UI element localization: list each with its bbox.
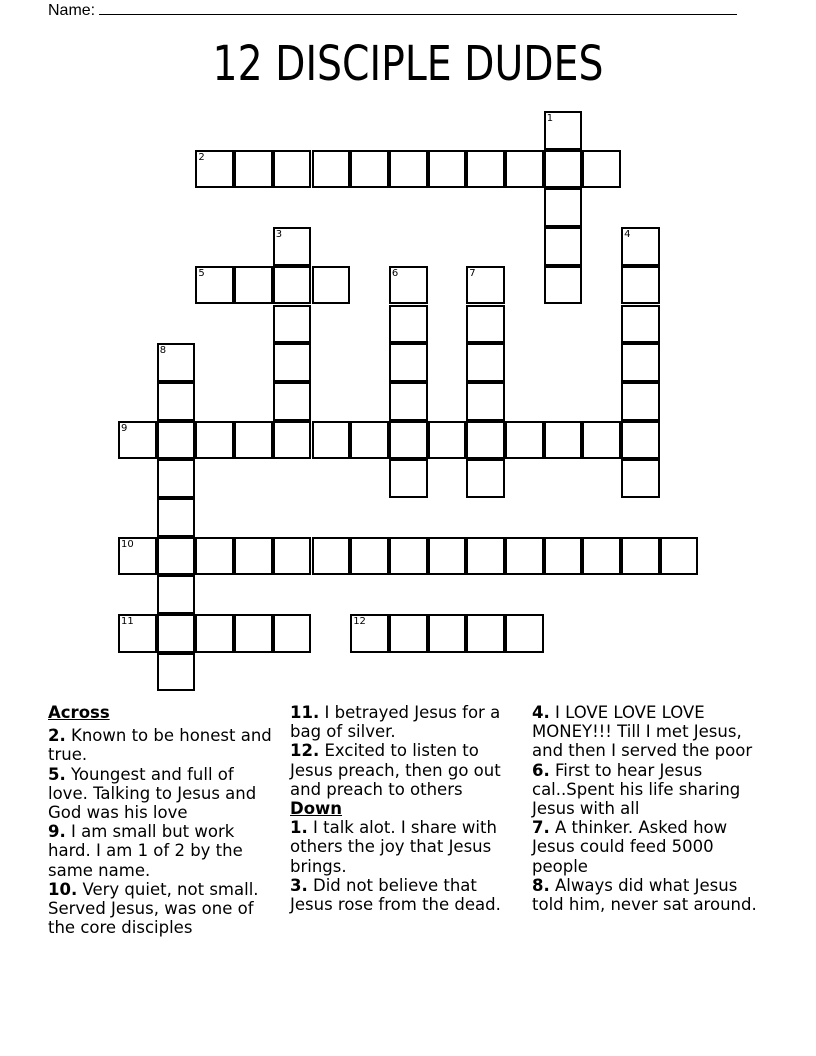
- grid-cell[interactable]: [118, 537, 157, 576]
- grid-cell[interactable]: [389, 382, 428, 421]
- grid-cell[interactable]: [544, 150, 583, 189]
- cell-number: 2: [198, 151, 205, 163]
- cell-number: 12: [353, 616, 366, 628]
- grid-cell[interactable]: [621, 227, 660, 266]
- clue-column-1: [48, 703, 276, 937]
- clue-down-7: [532, 818, 760, 876]
- clue-text: I am small but work hard. I am 1 of 2 by the same name.: [48, 822, 243, 880]
- grid-cell[interactable]: [466, 537, 505, 576]
- cell-number: 7: [469, 267, 476, 279]
- clue-text: I betrayed Jesus for a bag of silver.: [290, 703, 501, 742]
- clue-column-3: [532, 703, 760, 914]
- grid-cell[interactable]: [621, 343, 660, 382]
- grid-cell[interactable]: [195, 421, 234, 460]
- grid-cell[interactable]: [273, 150, 312, 189]
- grid-cell[interactable]: [428, 150, 467, 189]
- grid-cell[interactable]: [544, 421, 583, 460]
- grid-cell[interactable]: [505, 537, 544, 576]
- grid-cell[interactable]: [234, 421, 273, 460]
- grid-cell[interactable]: [157, 614, 196, 653]
- grid-cell[interactable]: [582, 150, 621, 189]
- grid-cell[interactable]: [273, 305, 312, 344]
- grid-cell[interactable]: [544, 537, 583, 576]
- clue-down-3: [290, 876, 518, 914]
- grid-cell[interactable]: [312, 421, 351, 460]
- grid-cell[interactable]: [544, 227, 583, 266]
- grid-cell[interactable]: [157, 537, 196, 576]
- clue-text: Very quiet, not small. Served Jesus, was one of the core disciples: [48, 879, 259, 938]
- clue-down-8: [532, 876, 760, 914]
- grid-cell[interactable]: [466, 343, 505, 382]
- grid-cell[interactable]: [157, 343, 196, 382]
- grid-cell[interactable]: [157, 459, 196, 498]
- grid-cell[interactable]: [582, 537, 621, 576]
- grid-cell[interactable]: [157, 382, 196, 421]
- grid-cell[interactable]: [621, 537, 660, 576]
- grid-cell[interactable]: [621, 305, 660, 344]
- grid-cell[interactable]: [157, 653, 196, 692]
- grid-cell[interactable]: [428, 421, 467, 460]
- clue-across-11: [290, 703, 518, 741]
- clue-number: 8.: [532, 875, 550, 895]
- cell-number: 11: [121, 616, 134, 628]
- grid-cell[interactable]: [466, 266, 505, 305]
- grid-cell[interactable]: [389, 614, 428, 653]
- grid-cell[interactable]: [312, 537, 351, 576]
- grid-cell[interactable]: [273, 266, 312, 305]
- grid-cell[interactable]: [428, 537, 467, 576]
- clue-text: Youngest and full of love. Talking to Jesus and God was his love: [48, 764, 257, 823]
- cell-number: 8: [159, 345, 167, 357]
- cell-number: 5: [198, 267, 205, 279]
- clue-number: 5.: [48, 764, 66, 784]
- cell-number: 10: [121, 538, 134, 550]
- grid-cell[interactable]: [389, 266, 428, 305]
- grid-cell[interactable]: [312, 150, 351, 189]
- grid-cell[interactable]: [195, 150, 234, 189]
- cell-number: 4: [624, 229, 631, 241]
- grid-cell[interactable]: [428, 614, 467, 653]
- grid-cell[interactable]: [234, 614, 273, 653]
- grid-cell[interactable]: [234, 150, 273, 189]
- grid-cell[interactable]: [389, 537, 428, 576]
- down-heading: Down: [290, 799, 343, 819]
- grid-cell[interactable]: [389, 459, 428, 498]
- grid-cell[interactable]: [544, 111, 583, 150]
- grid-cell[interactable]: [621, 459, 660, 498]
- grid-cell[interactable]: [466, 305, 505, 344]
- grid-cell[interactable]: [660, 537, 699, 576]
- grid-cell[interactable]: [389, 343, 428, 382]
- grid-cell[interactable]: [118, 421, 157, 460]
- clue-number: 4.: [532, 703, 550, 722]
- cell-number: 1: [546, 113, 554, 124]
- grid-cell[interactable]: [350, 614, 389, 653]
- grid-cell[interactable]: [350, 150, 389, 189]
- grid-cell[interactable]: [466, 150, 505, 189]
- cell-number: 3: [275, 229, 283, 241]
- clue-across-2: [48, 726, 276, 764]
- grid-cell[interactable]: [621, 266, 660, 305]
- grid-cell[interactable]: [234, 266, 273, 305]
- clue-text: Always did what Jesus told him, never sat around.: [532, 875, 757, 915]
- cell-number: 9: [121, 422, 128, 434]
- clue-number: 11.: [290, 703, 320, 722]
- grid-cell[interactable]: [273, 421, 312, 460]
- grid-cell[interactable]: [582, 421, 621, 460]
- clue-number: 6.: [532, 760, 550, 780]
- clue-text: Excited to listen to Jesus preach, then go out and preach to others: [290, 741, 501, 799]
- grid-cell[interactable]: [118, 614, 157, 653]
- grid-cell[interactable]: [312, 266, 351, 305]
- clue-number: 7.: [532, 818, 550, 838]
- grid-cell[interactable]: [389, 150, 428, 189]
- name-label: Name:: [48, 2, 96, 19]
- grid-cell[interactable]: [466, 421, 505, 460]
- grid-cell[interactable]: [389, 421, 428, 460]
- clue-text: I LOVE LOVE LOVE MONEY!!! Till I met Jesus, and then I served the poor: [532, 703, 753, 761]
- grid-cell[interactable]: [544, 188, 583, 227]
- grid-cell[interactable]: [273, 537, 312, 576]
- clue-number: 1.: [290, 818, 308, 838]
- clue-across-9: [48, 822, 276, 880]
- clue-number: 3.: [290, 875, 308, 895]
- grid-cell[interactable]: [466, 614, 505, 653]
- grid-cell[interactable]: [195, 537, 234, 576]
- puzzle-title: 12 DISCIPLE DUDES: [212, 36, 604, 92]
- grid-cell[interactable]: [273, 227, 312, 266]
- cell-number: 6: [391, 267, 399, 279]
- grid-cell[interactable]: [273, 382, 312, 421]
- clue-down-1: [290, 818, 518, 876]
- clue-text: I talk alot. I share with others the joy that Jesus brings.: [290, 818, 497, 876]
- clue-down-6: [532, 761, 760, 819]
- clue-column-2: [290, 703, 518, 914]
- grid-cell[interactable]: [195, 614, 234, 653]
- grid-cell[interactable]: [505, 421, 544, 460]
- clue-across-12: [290, 741, 518, 799]
- grid-cell[interactable]: [157, 498, 196, 537]
- grid-cell[interactable]: [157, 575, 196, 614]
- grid-cell[interactable]: [350, 537, 389, 576]
- clue-text: A thinker. Asked how Jesus could feed 5000 people: [532, 818, 728, 876]
- clue-number: 12.: [290, 741, 320, 761]
- grid-cell[interactable]: [273, 343, 312, 382]
- grid-cell[interactable]: [466, 459, 505, 498]
- clue-down-4: [532, 703, 760, 761]
- grid-cell[interactable]: [621, 382, 660, 421]
- grid-cell[interactable]: [273, 614, 312, 653]
- clue-text: Did not believe that Jesus rose from the dead.: [290, 875, 501, 915]
- clue-across-5: [48, 765, 276, 823]
- clue-across-10: [48, 880, 276, 938]
- grid-cell[interactable]: [621, 421, 660, 460]
- grid-cell[interactable]: [505, 150, 544, 189]
- across-heading: Across: [48, 703, 110, 722]
- grid-cell[interactable]: [389, 305, 428, 344]
- clue-number: 9.: [48, 822, 66, 842]
- grid-cell[interactable]: [350, 421, 389, 460]
- clue-number: 10.: [48, 879, 78, 899]
- clue-text: First to hear Jesus cal..Spent his life sharing Jesus with all: [532, 760, 741, 819]
- clue-number: 2.: [48, 726, 66, 746]
- grid-cell[interactable]: [157, 421, 196, 460]
- grid-cell[interactable]: [234, 537, 273, 576]
- grid-cell[interactable]: [195, 266, 234, 305]
- grid-cell[interactable]: [505, 614, 544, 653]
- grid-cell[interactable]: [466, 382, 505, 421]
- clue-text: Known to be honest and true.: [48, 726, 272, 765]
- grid-cell[interactable]: [544, 266, 583, 305]
